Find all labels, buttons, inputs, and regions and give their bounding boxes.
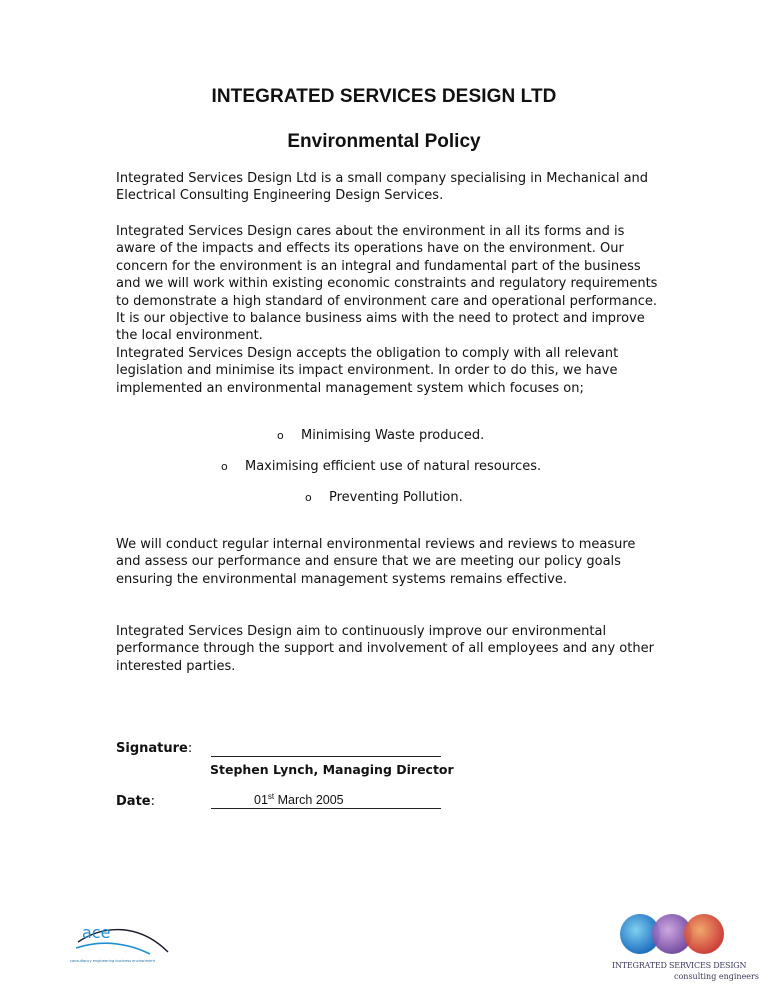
- improvement-paragraph: Integrated Services Design aim to continuously improve our environmental performance through the support and involvement of all employees and any other interested parties.: [116, 624, 654, 674]
- review-paragraph: We will conduct regular internal environmental reviews and reviews to measure and assess our performance and ensure that we are meeting our policy goals ensuring the environmental management systems remains effective.: [116, 537, 636, 587]
- isd-logo-tagline: consulting engineers: [674, 972, 759, 981]
- company-heading: INTEGRATED SERVICES DESIGN LTD: [211, 86, 557, 107]
- date-line: [211, 808, 441, 809]
- bullet-text: Minimising Waste produced.: [301, 428, 485, 443]
- bullet-text: Preventing Pollution.: [329, 490, 463, 505]
- date-value: 01st March 2005: [254, 792, 344, 808]
- obligation-paragraph: Integrated Services Design accepts the obligation to comply with all relevant legislation and minimise its impact environment. In order to do this, we have implemented an environmental management system which focuses on;: [116, 346, 619, 396]
- signatory-name: Stephen Lynch, Managing Director: [210, 762, 454, 777]
- bullet-item: [221, 458, 541, 475]
- document-title: Environmental Policy: [287, 131, 481, 152]
- bullet-item: [305, 489, 463, 506]
- bullet-marker: o: [221, 460, 228, 473]
- commitment-paragraph: Integrated Services Design cares about the environment in all its forms and is aware of the impacts and effects its operations have on the environment. Our concern for the environment is an integral and fundamental part of the business and we will work within existing economic constraints and regulatory requirements to demonstrate a high standard of environment care and operational performance. It is our objective to balance business aims with the need to protect and improve the local environment.: [116, 224, 658, 344]
- signature-line: [211, 756, 441, 757]
- ace-logo-tagline: consultancy engineering business environment: [70, 959, 156, 963]
- signature-label: Signature:: [116, 741, 193, 756]
- bullet-text: Maximising efficient use of natural resources.: [245, 459, 542, 474]
- isd-logo-name: INTEGRATED SERVICES DESIGN: [612, 961, 747, 970]
- bullet-item: [277, 427, 484, 444]
- bullet-marker: o: [277, 429, 284, 442]
- bullet-marker: o: [305, 491, 312, 504]
- intro-paragraph: Integrated Services Design Ltd is a small company specialising in Mechanical and Electrical Consulting Engineering Design Services.: [116, 171, 649, 204]
- ace-logo: [70, 912, 170, 967]
- ace-logo-text: ace: [82, 923, 111, 942]
- date-label: Date:: [116, 794, 155, 809]
